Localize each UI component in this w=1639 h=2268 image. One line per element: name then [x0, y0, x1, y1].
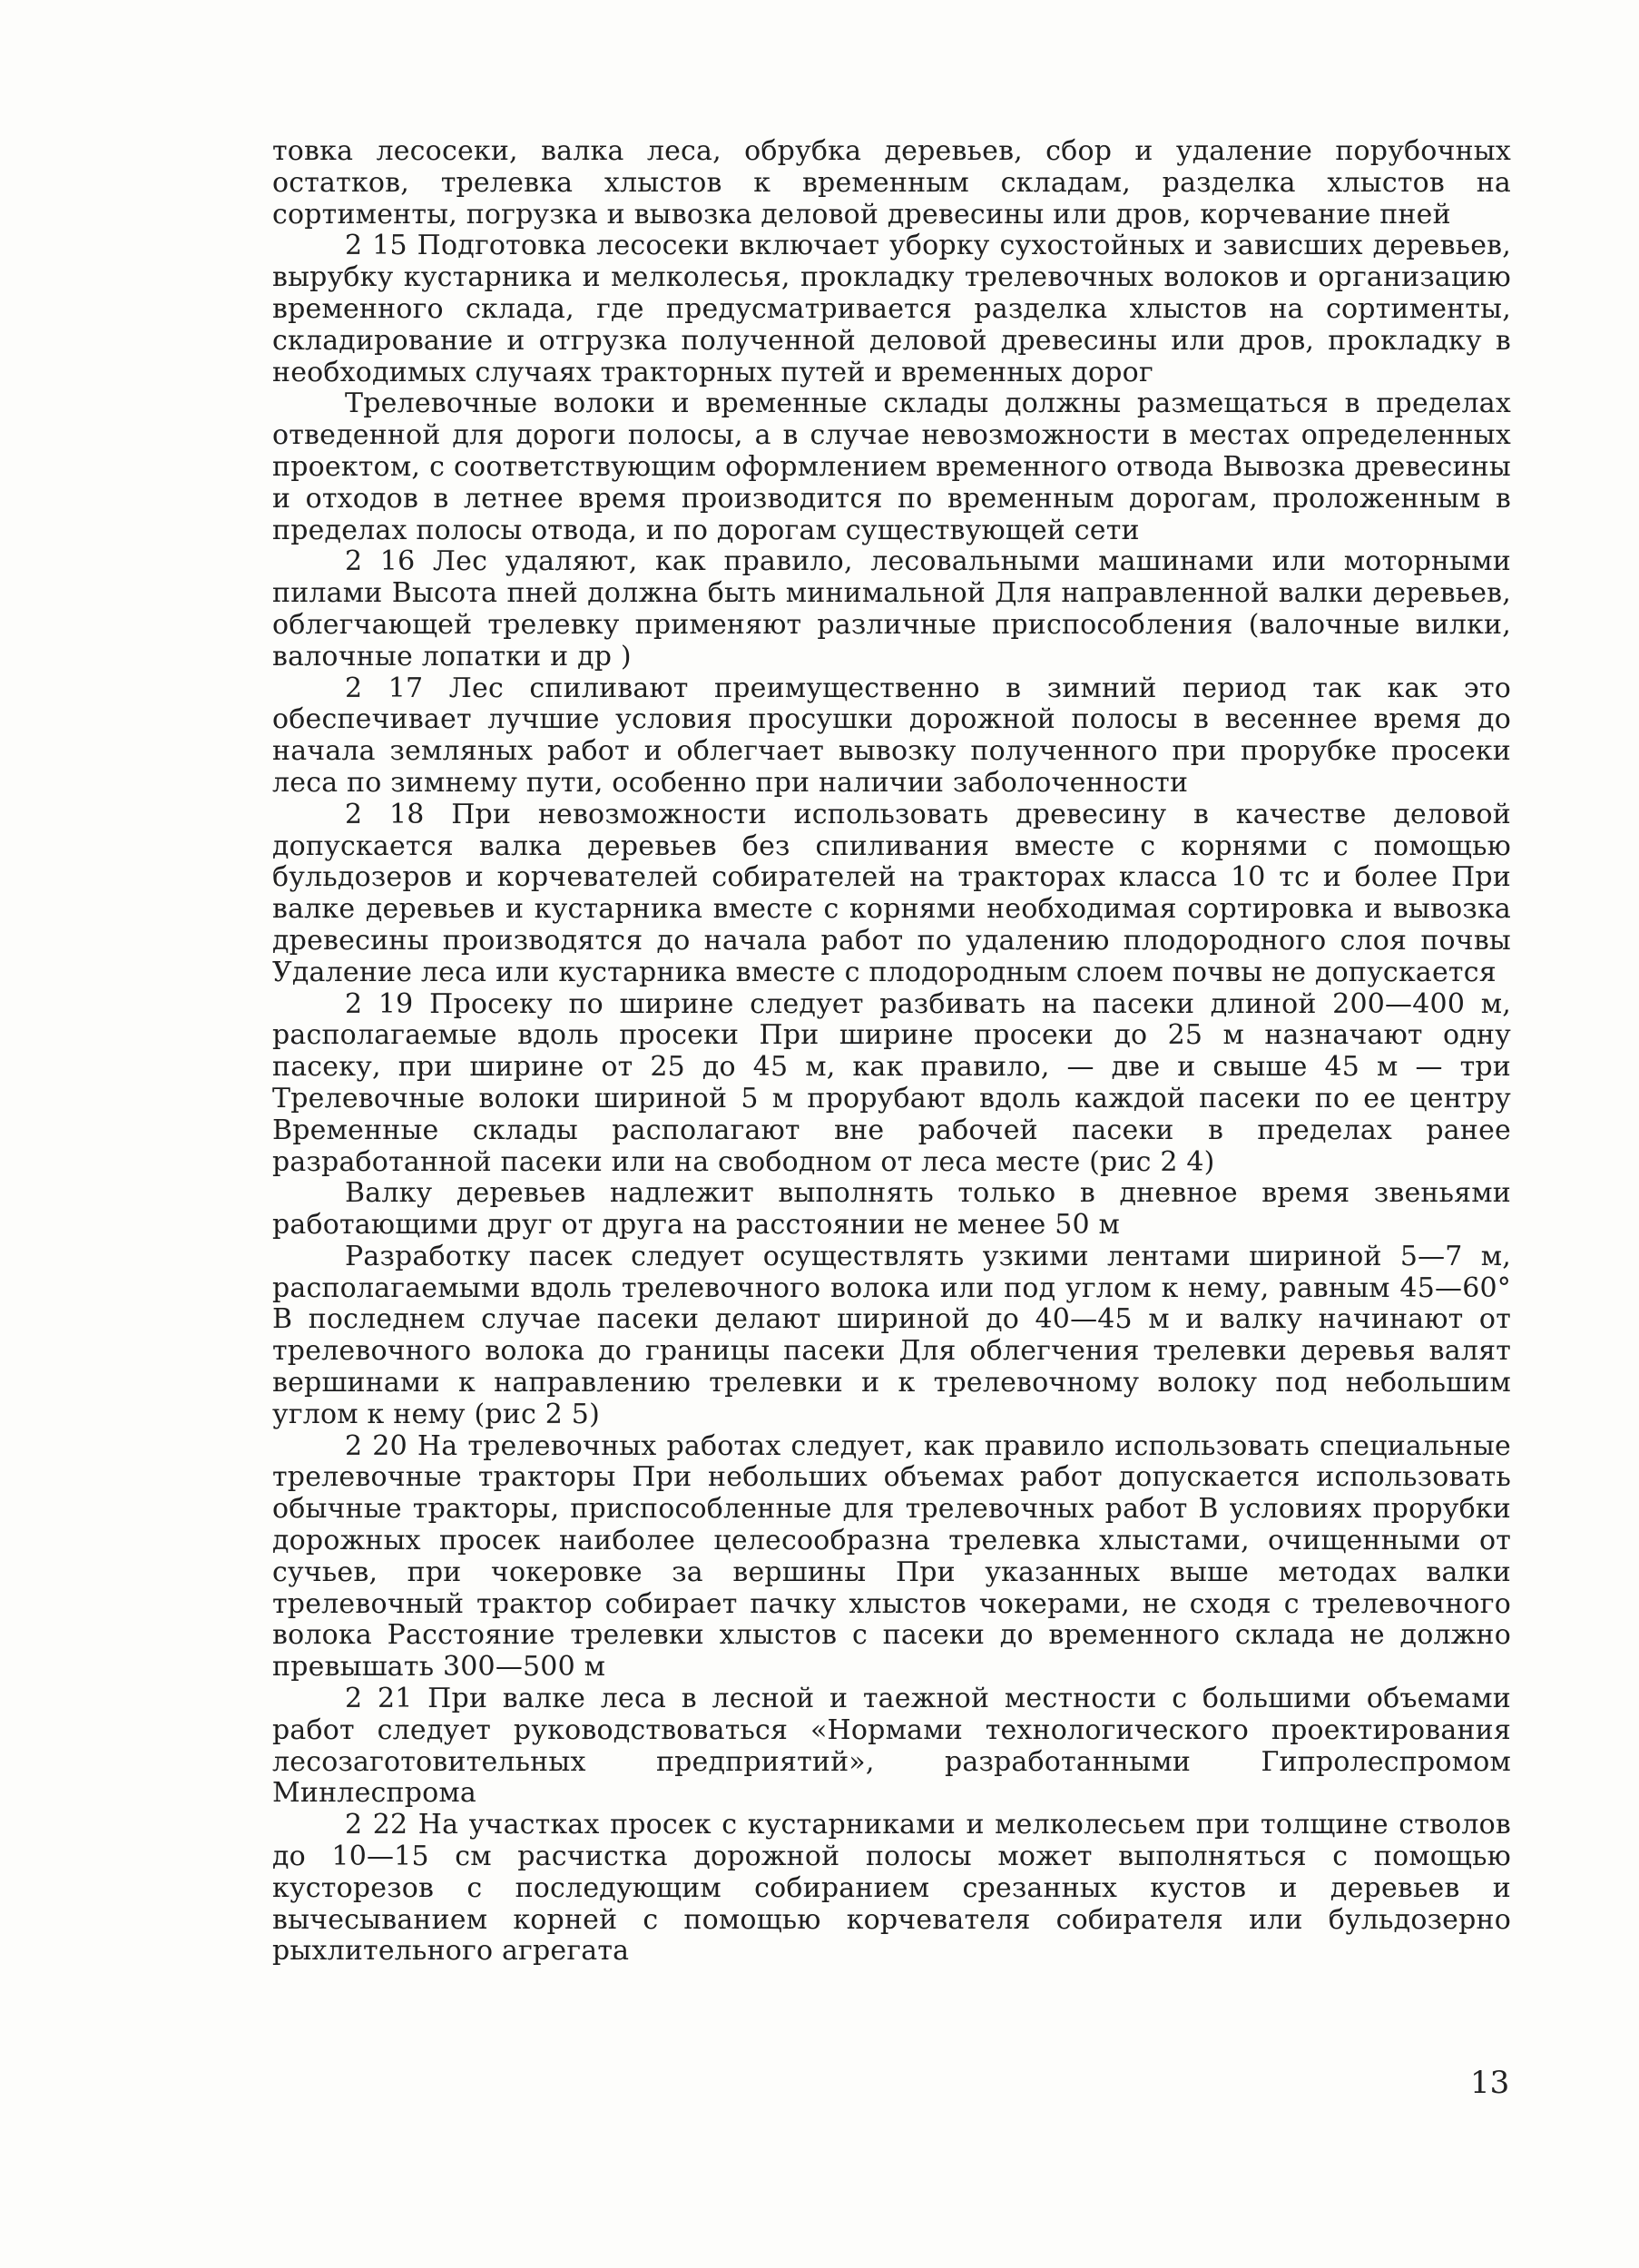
paragraph-intro: товка лесосеки, валка леса, обрубка деревьев, сбор и удаление порубочных остатков, трелевка хлыстов к временным складам, разделка хлыстов на сортименты, погрузка и вывозка деловой древесины или дров, корчевание пней — [272, 135, 1511, 231]
paragraph-2-17: 2 17 Лес спиливают преимущественно в зимний период так как это обеспечивает лучшие условия просушки дорожной полосы в весеннее время до начала земляных работ и облегчает вывозку полученного при прорубке просеки леса по зимнему пути, особенно при наличии заболоченности — [272, 672, 1511, 799]
paragraph-2-19: 2 19 Просеку по ширине следует разбивать на пасеки длиной 200—400 м, располагаемые вдоль просеки При ширине просеки до 25 м назначают одну пасеку, при ширине от 25 до 45 м, как правило, — две и свыше 45 м — три Трелевочные волоки шириной 5 м прорубают вдоль каждой пасеки по ее центру Временные склады располагают вне рабочей пасеки в пределах ранее разработанной пасеки или на свободном от леса месте (рис 2 4) — [272, 987, 1511, 1178]
paragraph-skidding-roads: Трелевочные волоки и временные склады должны размещаться в пределах отведенной для дороги полосы, а в случае невозможности в местах определенных проектом, с соответствующим оформлением временного отвода Вывозка древесины и отходов в летнее время производится по временным дорогам, проложенным в пределах полосы отвода, и по дорогам существующей сети — [272, 388, 1511, 546]
paragraph-2-18: 2 18 При невозможности использовать древесину в качестве деловой допускается валка деревьев без спиливания вместе с корнями с помощью бульдозеров и корчевателей собирателей на тракторах класса 10 тс и более При валке деревьев и кустарника вместе с корнями необходимая сортировка и вывозка древесины производятся до начала работ по удалению плодородного слоя почвы Удаление леса или кустарника вместе с плодородным слоем почвы не допускается — [272, 798, 1511, 988]
paragraph-2-15: 2 15 Подготовка лесосеки включает уборку сухостойных и зависших деревьев, вырубку кустарника и мелколесья, прокладку трелевочных волоков и организацию временного склада, где предусматривается разделка хлыстов на сортименты, складирование и отгрузка полученной деловой древесины или дров, прокладку в необходимых случаях тракторных путей и временных дорог — [272, 230, 1511, 388]
paragraph-2-21: 2 21 При валке леса в лесной и таежной местности с большими объемами работ следует руководствоваться «Нормами технологического проектирования лесозаготовительных предприятий», разработанными Гипролеспромом Минлеспрома — [272, 1683, 1511, 1810]
body-text — [272, 136, 1511, 1968]
paragraph-felling-time: Валку деревьев надлежит выполнять только в дневное время звеньями работающими друг от друга на расстоянии не менее 50 м — [272, 1177, 1511, 1242]
page-number: 13 — [1470, 2065, 1510, 2101]
paragraph-2-22: 2 22 На участках просек с кустарниками и мелколесьем при толщине стволов до 10—15 см расчистка дорожной полосы может выполняться с помощью кусторезов с последующим собиранием срезанных кустов и деревьев и вычесыванием корней с помощью корчевателя собирателя или бульдозерно рыхлительного агрегата — [272, 1809, 1511, 1968]
paragraph-2-20: 2 20 На трелевочных работах следует, как правило использовать специальные трелевочные тракторы При небольших объемах работ допускается использовать обычные тракторы, приспособленные для трелевочных работ В условиях прорубки дорожных просек наиболее целесообразна трелевка хлыстами, очищенными от сучьев, при чокеровке за вершины При указанных выше методах валки трелевочный трактор собирает пачку хлыстов чокерами, не сходя с трелевочного волока Расстояние трелевки хлыстов с пасеки до временного склада не должно превышать 300—500 м — [272, 1429, 1511, 1684]
paragraph-2-16: 2 16 Лес удаляют, как правило, лесовальными машинами или моторными пилами Высота пней должна быть минимальной Для направленной валки деревьев, облегчающей трелевку применяют различные приспособления (валочные вилки, валочные лопатки и др ) — [272, 545, 1511, 673]
paragraph-strip-development: Разработку пасек следует осуществлять узкими лентами шириной 5—7 м, располагаемыми вдоль трелевочного волока или под углом к нему, равным 45—60° В последнем случае пасеки делают шириной до 40—45 м и валку начинают от трелевочного волока до границы пасеки Для облегчения трелевки деревья валят вершинами к направлению трелевки и к трелевочному волоку под небольшим углом к нему (рис 2 5) — [272, 1240, 1511, 1430]
